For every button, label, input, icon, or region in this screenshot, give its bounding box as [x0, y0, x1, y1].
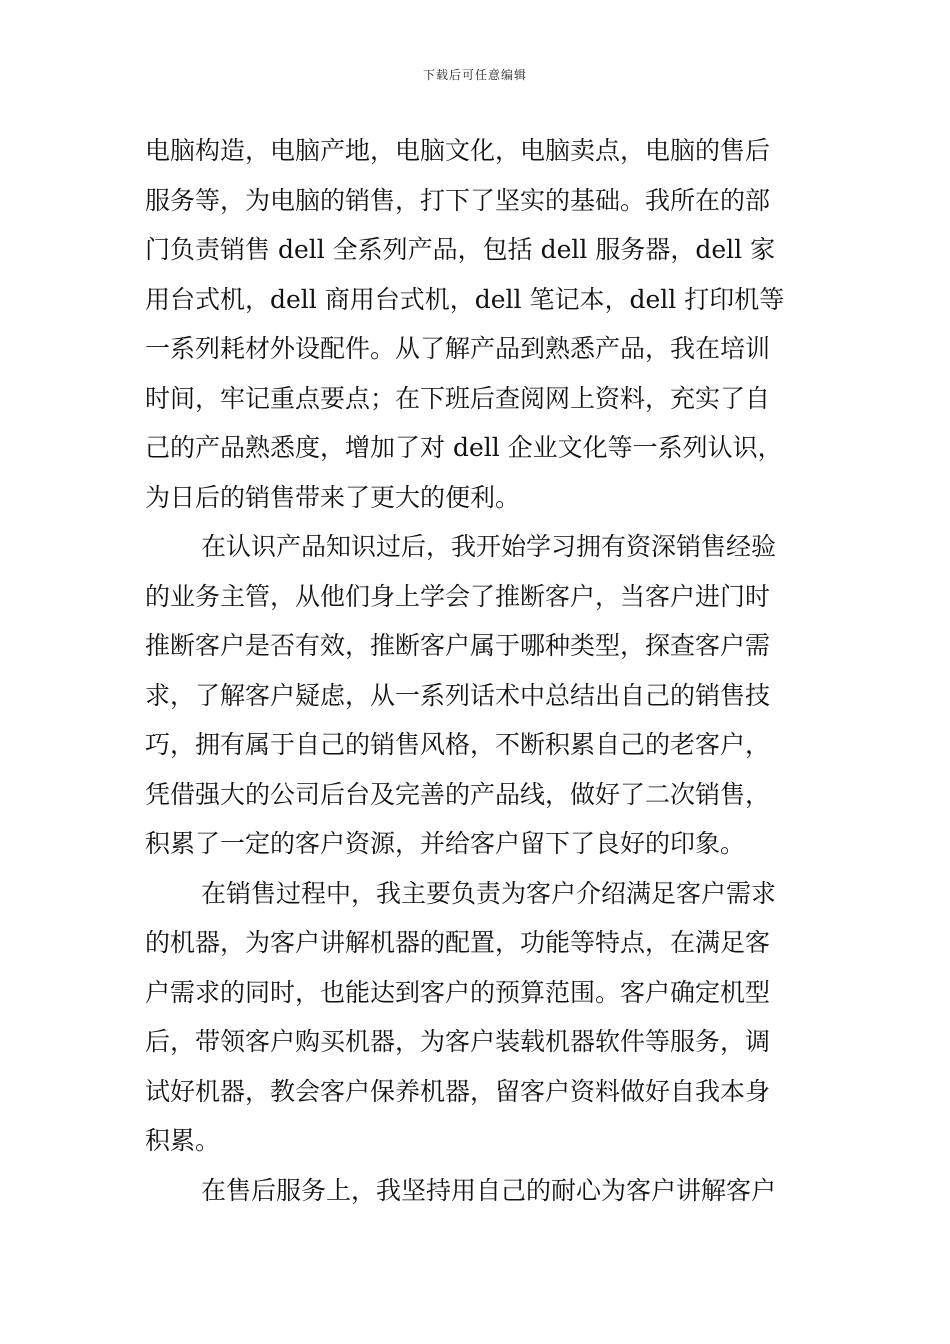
- text-line: 的业务主管，从他们身上学会了推断客户，当客户进门时: [145, 581, 771, 611]
- text-line: 门负责销售 dell 全系列产品，包括 dell 服务器，dell 家: [145, 235, 776, 264]
- text-line: 巧，拥有属于自己的销售风格，不断积累自己的老客户，: [145, 730, 771, 759]
- text-line: 在售后服务上，我坚持用自己的耐心为客户讲解客户: [201, 1175, 777, 1205]
- text-line: 后，带领客户购买机器，为客户装载机器软件等服务，调: [145, 1027, 771, 1056]
- text-line: 电脑构造，电脑产地，电脑文化，电脑卖点，电脑的售后: [145, 136, 771, 165]
- text-line: 服务等，为电脑的销售，打下了坚实的基础。我所在的部: [145, 185, 771, 215]
- text-line: 的机器，为客户讲解机器的配置，功能等特点，在满足客: [145, 928, 771, 957]
- text-line: 一系列耗材外设配件。从了解产品到熟悉产品，我在培训: [145, 334, 771, 363]
- text-line: 为日后的销售带来了更大的便利。: [145, 482, 521, 512]
- page-header: 下载后可任意编辑: [422, 68, 527, 82]
- text-line: 推断客户是否有效，推断客户属于哪种类型，探查客户需: [145, 631, 771, 660]
- text-line: 己的产品熟悉度，增加了对 dell 企业文化等一系列认识，: [145, 433, 783, 462]
- body-text: [145, 126, 810, 1215]
- text-line: 试好机器，教会客户保养机器，留客户资料做好自我本身: [145, 1076, 771, 1106]
- text-line: 积累。: [145, 1126, 221, 1155]
- text-line: 在销售过程中，我主要负责为客户介绍满足客户需求: [201, 878, 777, 908]
- text-line: 求，了解客户疑虑，从一系列话术中总结出自己的销售技: [145, 680, 771, 710]
- text-line: 户需求的同时，也能达到客户的预算范围。客户确定机型: [145, 977, 771, 1007]
- text-line: 用台式机，dell 商用台式机，dell 笔记本，dell 打印机等: [145, 284, 785, 314]
- text-line: 积累了一定的客户资源，并给客户留下了良好的印象。: [145, 829, 746, 858]
- text-line: 时间，牢记重点要点；在下班后查阅网上资料，充实了自: [145, 383, 771, 413]
- text-line: 凭借强大的公司后台及完善的产品线，做好了二次销售，: [145, 779, 771, 809]
- text-line: 在认识产品知识过后，我开始学习拥有资深销售经验: [201, 532, 777, 561]
